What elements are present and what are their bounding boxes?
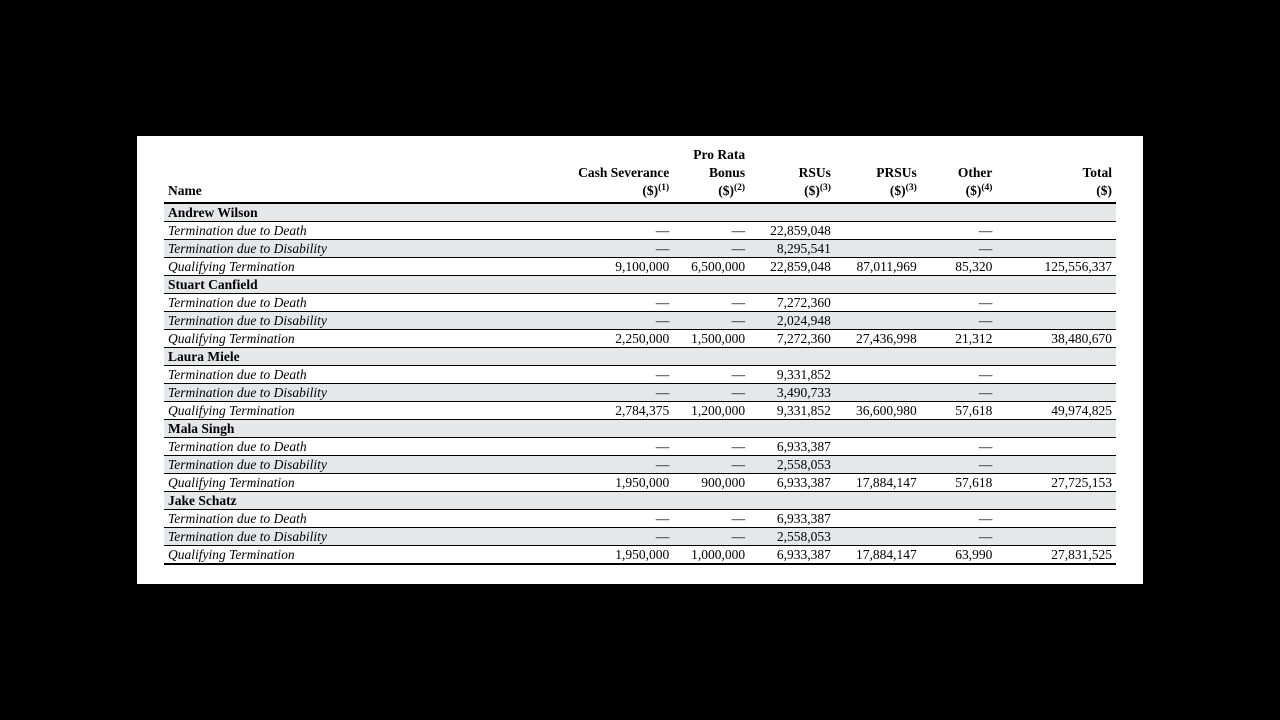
cell-rsu: 9,331,852 — [776, 367, 831, 382]
cell-rsu: 22,859,048 — [770, 223, 831, 238]
cell-bonus: — — [673, 528, 749, 546]
cell-rsu: 8,295,541 — [749, 240, 835, 258]
cell-total — [996, 510, 1116, 528]
termination-type-label: Qualifying Termination — [168, 475, 295, 490]
cell-bonus: — — [731, 367, 746, 382]
cell-prsu: 17,884,147 — [855, 475, 917, 490]
header-prsu-label: PRSUs — [876, 165, 917, 180]
executive-row-empty-cell — [835, 492, 921, 510]
table-row — [164, 366, 1116, 384]
executive-row-empty-cell — [996, 420, 1116, 438]
header-cash-severance — [562, 146, 674, 203]
executive-row-empty-cell — [835, 276, 921, 294]
cell-total — [996, 438, 1116, 456]
cell-total — [996, 294, 1116, 312]
termination-type-label: Qualifying Termination — [168, 547, 295, 562]
executive-row-empty-cell — [835, 348, 921, 366]
cell-bonus: — — [673, 312, 749, 330]
cell-prsu: 87,011,969 — [856, 259, 917, 274]
cell-other: — — [978, 367, 993, 382]
cell-total — [996, 312, 1116, 330]
cell-other: — — [921, 240, 997, 258]
executive-name: Stuart Canfield — [164, 276, 562, 294]
termination-type-label: Termination due to Disability — [164, 240, 562, 258]
cell-cash: — — [562, 384, 674, 402]
table-body — [164, 203, 1116, 564]
cell-other: — — [978, 511, 993, 526]
executive-row-empty-cell — [835, 420, 921, 438]
executive-row-empty-cell — [673, 348, 749, 366]
cell-other: — — [921, 384, 997, 402]
termination-type-label: Qualifying Termination — [168, 403, 295, 418]
header-cash-label: Cash Severance — [578, 165, 670, 180]
cell-prsu — [835, 366, 921, 384]
cell-cash: 9,100,000 — [615, 259, 670, 274]
cell-other: — — [921, 456, 997, 474]
cell-total — [996, 366, 1116, 384]
executive-name: Laura Miele — [164, 348, 562, 366]
executive-row-empty-cell — [996, 203, 1116, 222]
table-row — [164, 258, 1116, 276]
executive-row — [164, 492, 1116, 510]
header-prsu-unit: ($) — [889, 183, 906, 198]
header-prsus — [835, 146, 921, 203]
table-header-row — [164, 146, 1116, 203]
cell-other: 57,618 — [955, 403, 993, 418]
cell-bonus: 1,200,000 — [691, 403, 746, 418]
cell-total: 125,556,337 — [1044, 259, 1112, 274]
cell-cash: 1,950,000 — [615, 547, 670, 562]
executive-row-empty-cell — [749, 276, 835, 294]
cell-total: 27,725,153 — [1051, 475, 1112, 490]
cell-bonus: 1,500,000 — [691, 331, 746, 346]
cell-bonus: — — [673, 240, 749, 258]
cell-other: 57,618 — [955, 475, 993, 490]
cell-rsu: 6,933,387 — [776, 439, 831, 454]
executive-row-empty-cell — [921, 492, 997, 510]
executive-row-empty-cell — [749, 420, 835, 438]
cell-rsu: 3,490,733 — [749, 384, 835, 402]
cell-bonus: 6,500,000 — [691, 259, 746, 274]
header-name: Name — [168, 183, 202, 198]
cell-rsu: 6,933,387 — [776, 475, 831, 490]
table-row — [164, 456, 1116, 474]
executive-name: Mala Singh — [164, 420, 562, 438]
header-rsu-label: RSUs — [798, 165, 831, 180]
cell-prsu — [835, 510, 921, 528]
cell-prsu — [835, 384, 921, 402]
table-row — [164, 474, 1116, 492]
cell-total: 38,480,670 — [1051, 331, 1112, 346]
document-page — [137, 136, 1143, 584]
cell-bonus: — — [673, 456, 749, 474]
executive-row-empty-cell — [921, 276, 997, 294]
cell-rsu: 22,859,048 — [770, 259, 831, 274]
cell-prsu — [835, 312, 921, 330]
footnote-ref-2: (2) — [734, 183, 746, 193]
cell-other: 63,990 — [955, 547, 993, 562]
cell-prsu — [835, 438, 921, 456]
cell-cash: — — [655, 511, 670, 526]
cell-cash: 2,250,000 — [615, 331, 670, 346]
executive-row-empty-cell — [835, 203, 921, 222]
termination-type-label: Termination due to Death — [168, 511, 307, 526]
executive-row-empty-cell — [562, 492, 674, 510]
cell-other: — — [978, 439, 993, 454]
table-row — [164, 438, 1116, 456]
termination-type-label: Termination due to Disability — [164, 528, 562, 546]
executive-row — [164, 420, 1116, 438]
cell-total — [996, 384, 1116, 402]
header-bonus-unit: ($) — [718, 183, 734, 198]
header-bonus-label-2: Bonus — [709, 165, 746, 180]
executive-row-empty-cell — [921, 420, 997, 438]
table-row — [164, 546, 1116, 565]
cell-total — [996, 240, 1116, 258]
cell-rsu: 6,933,387 — [776, 511, 831, 526]
executive-row-empty-cell — [562, 420, 674, 438]
cell-cash: 2,784,375 — [615, 403, 670, 418]
termination-type-label: Termination due to Disability — [164, 312, 562, 330]
header-total-label: Total — [1082, 165, 1112, 180]
executive-row-empty-cell — [749, 203, 835, 222]
cell-prsu: 27,436,998 — [855, 331, 917, 346]
header-other-unit: ($) — [965, 183, 982, 198]
termination-type-label: Termination due to Disability — [164, 384, 562, 402]
table-row — [164, 510, 1116, 528]
table-row — [164, 222, 1116, 240]
cell-prsu: 36,600,980 — [855, 403, 917, 418]
cell-total — [996, 222, 1116, 240]
cell-rsu: 6,933,387 — [776, 547, 831, 562]
cell-cash: — — [562, 312, 674, 330]
executive-row — [164, 276, 1116, 294]
executive-row-empty-cell — [673, 276, 749, 294]
cell-prsu — [835, 456, 921, 474]
cell-bonus: — — [731, 295, 746, 310]
termination-type-label: Termination due to Death — [168, 295, 307, 310]
cell-other: — — [978, 295, 993, 310]
cell-rsu: 2,558,053 — [749, 456, 835, 474]
table-row — [164, 384, 1116, 402]
cell-cash: — — [562, 456, 674, 474]
executive-name: Jake Schatz — [164, 492, 562, 510]
table-row — [164, 528, 1116, 546]
cell-cash: — — [655, 439, 670, 454]
executive-row-empty-cell — [562, 203, 674, 222]
executive-row — [164, 203, 1116, 222]
cell-rsu: 2,024,948 — [749, 312, 835, 330]
header-pro-rata-bonus — [673, 146, 749, 203]
cell-bonus: 900,000 — [701, 475, 746, 490]
cell-prsu — [835, 294, 921, 312]
cell-cash: — — [562, 240, 674, 258]
cell-cash: 1,950,000 — [615, 475, 670, 490]
executive-row-empty-cell — [921, 203, 997, 222]
executive-row-empty-cell — [749, 348, 835, 366]
header-rsu-unit: ($) — [804, 183, 820, 198]
cell-total — [996, 456, 1116, 474]
cell-total — [996, 528, 1116, 546]
header-other-label: Other — [957, 165, 993, 180]
cell-rsu: 7,272,360 — [776, 331, 831, 346]
header-cash-unit: ($) — [642, 183, 659, 198]
table-row — [164, 294, 1116, 312]
cell-total: 27,831,525 — [1051, 547, 1112, 562]
executive-row-empty-cell — [562, 276, 674, 294]
executive-row-empty-cell — [673, 420, 749, 438]
cell-cash: — — [655, 367, 670, 382]
cell-cash: — — [562, 528, 674, 546]
header-rsus — [749, 146, 835, 203]
header-other — [921, 146, 997, 203]
executive-row-empty-cell — [749, 492, 835, 510]
termination-type-label: Termination due to Disability — [164, 456, 562, 474]
termination-type-label: Qualifying Termination — [168, 259, 295, 274]
cell-cash: — — [655, 223, 670, 238]
footnote-ref-3: (3) — [819, 183, 831, 193]
executive-row-empty-cell — [996, 492, 1116, 510]
executive-row-empty-cell — [673, 203, 749, 222]
cell-rsu: 2,558,053 — [749, 528, 835, 546]
header-total-unit: ($) — [1096, 183, 1112, 198]
cell-bonus: — — [731, 223, 746, 238]
cell-total: 49,974,825 — [1051, 403, 1112, 418]
footnote-ref-3b: (3) — [905, 183, 917, 193]
cell-cash: — — [655, 295, 670, 310]
cell-prsu: 17,884,147 — [855, 547, 917, 562]
executive-row-empty-cell — [921, 348, 997, 366]
executive-name: Andrew Wilson — [164, 203, 562, 222]
cell-other: 85,320 — [955, 259, 993, 274]
cell-other: — — [921, 312, 997, 330]
cell-prsu — [835, 528, 921, 546]
header-bonus-label-1: Pro Rata — [693, 147, 746, 162]
cell-bonus: — — [673, 384, 749, 402]
cell-rsu: 7,272,360 — [776, 295, 831, 310]
termination-type-label: Qualifying Termination — [168, 331, 295, 346]
footnote-ref-4: (4) — [981, 183, 993, 193]
table-row — [164, 240, 1116, 258]
cell-bonus: — — [731, 511, 746, 526]
table-row — [164, 312, 1116, 330]
termination-type-label: Termination due to Death — [168, 439, 307, 454]
cell-prsu — [835, 240, 921, 258]
termination-type-label: Termination due to Death — [168, 223, 307, 238]
cell-bonus: — — [731, 439, 746, 454]
footnote-ref-1: (1) — [658, 183, 670, 193]
executive-row — [164, 348, 1116, 366]
header-total — [996, 146, 1116, 203]
cell-other: — — [978, 223, 993, 238]
executive-row-empty-cell — [673, 492, 749, 510]
executive-row-empty-cell — [996, 276, 1116, 294]
executive-row-empty-cell — [562, 348, 674, 366]
cell-other: — — [921, 528, 997, 546]
executive-row-empty-cell — [996, 348, 1116, 366]
cell-other: 21,312 — [955, 331, 993, 346]
cell-prsu — [835, 222, 921, 240]
table-row — [164, 402, 1116, 420]
termination-type-label: Termination due to Death — [168, 367, 307, 382]
severance-table — [164, 146, 1116, 565]
table-row — [164, 330, 1116, 348]
cell-rsu: 9,331,852 — [776, 403, 831, 418]
cell-bonus: 1,000,000 — [691, 547, 746, 562]
